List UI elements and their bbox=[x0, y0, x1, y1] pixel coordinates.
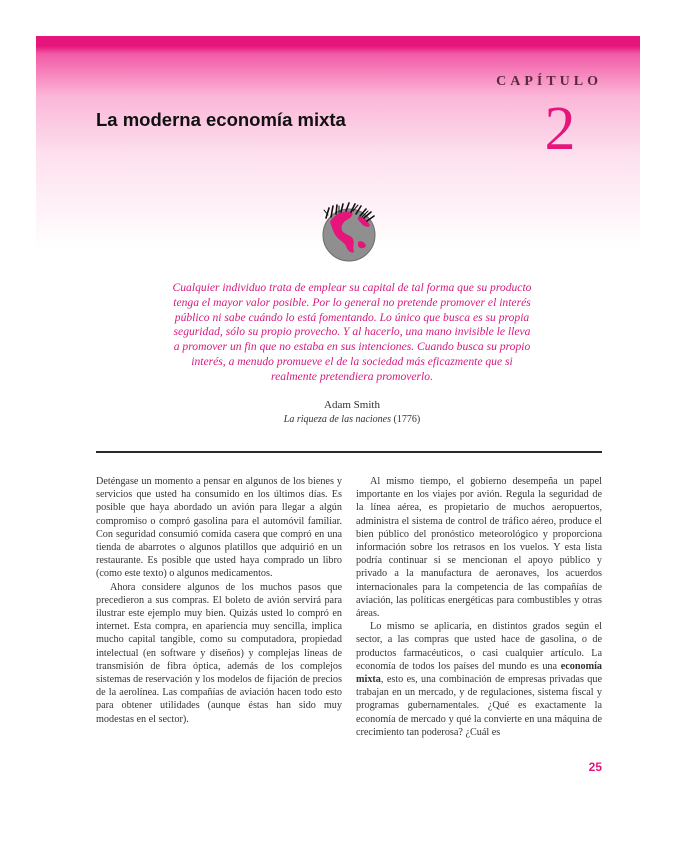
chapter-label: CAPÍTULO bbox=[496, 74, 602, 89]
body-column-left bbox=[96, 475, 342, 726]
chapter-title: La moderna economía mixta bbox=[96, 109, 346, 130]
paragraph: Deténgase un momento a pensar en algunos de los bienes y servicios que usted ha consumido en los últimos días. Es posible que haya abordado un avión para llegar a algún compromiso o compró gasolina para el automóvil familiar. Con seguridad consumió comida casera que compró en una tienda de abarrotes o algunos platillos que adquirió en un restaurante. Es posible que usted haya comprado un libro (como este texto) o algunos medicamentos. bbox=[96, 476, 342, 580]
epigraph-source-year: (1776) bbox=[393, 414, 421, 425]
page-number: 25 bbox=[588, 760, 602, 774]
globe-icon bbox=[318, 202, 380, 264]
epigraph-source-title: La riqueza de las naciones bbox=[283, 414, 392, 425]
epigraph-author: Adam Smith bbox=[324, 399, 380, 411]
paragraph bbox=[356, 620, 602, 739]
key-term: economía mixta bbox=[356, 660, 602, 686]
epigraph-source bbox=[170, 414, 534, 425]
chapter-number: 2 bbox=[544, 95, 576, 163]
body-column-right bbox=[356, 475, 602, 739]
paragraph-text: , esto es, una combinación de empresas privadas que trabajan en un mercado, y de regulaciones, sistema fiscal y programas gubernamentales. ¿Qué es exactamente la economía de mercado y qué la convierte en una máquina de crecimiento tan poderosa? ¿Cuál es bbox=[356, 674, 602, 738]
paragraph: Ahora considere algunos de los muchos pasos que precedieron a sus compras. El boleto de avión servirá para ilustrar este ejemplo muy bien. Quizás usted lo compró en internet. Esta compra, en apariencia muy sencilla, implica mucho capital tangible, como su computadora, propiedad intelectual (en software y diseños) y complejas líneas de transmisión de fibra óptica, además de los complejos sistemas de reservación y los modelos de fijación de precios de la aerolínea. Las compañías de aviación hacen todo esto para obtener utilidades (aunque éstas han sido muy modestas en el sector). bbox=[96, 581, 342, 725]
epigraph-quote: Cualquier individuo trata de emplear su capital de tal forma que su producto tenga el mayor valor posible. Por lo general no pretende promover el interés público ni sabe cuándo lo está fomentando. Lo único que busca es su propia seguridad, sólo su propio provecho. Y al hacerlo, una mano invisible le lleva a promover un fin que no estaba en sus intenciones. Cuando busca su propio interés, a menudo promueve el de la sociedad más eficazmente que si realmente pretendiera promoverlo. bbox=[172, 281, 532, 383]
paragraph-text: Lo mismo se aplicaría, en distintos grados según el sector, a las compras que usted hace de gasolina, o de productos farmacéuticos, o casi cualquier artículo. La economía de todos los países del mundo es una bbox=[356, 621, 602, 672]
paragraph: Al mismo tiempo, el gobierno desempeña un papel importante en los viajes por avión. Regula la seguridad de la línea aérea, es propietario de muchos aeropuertos, administra el sistema de control de tráfico aéreo, produce el bien público del pronóstico meteorológico y proporciona información sobre los retrasos en los vuelos. Y esta lista podría continuar si se mencionan el apoyo público y privado a la manufactura de aeronaves, los acuerdos internacionales para la competencia de las compañías de aviación, las políticas energéticas para combustibles y otras áreas. bbox=[356, 476, 602, 620]
section-divider bbox=[96, 451, 602, 453]
